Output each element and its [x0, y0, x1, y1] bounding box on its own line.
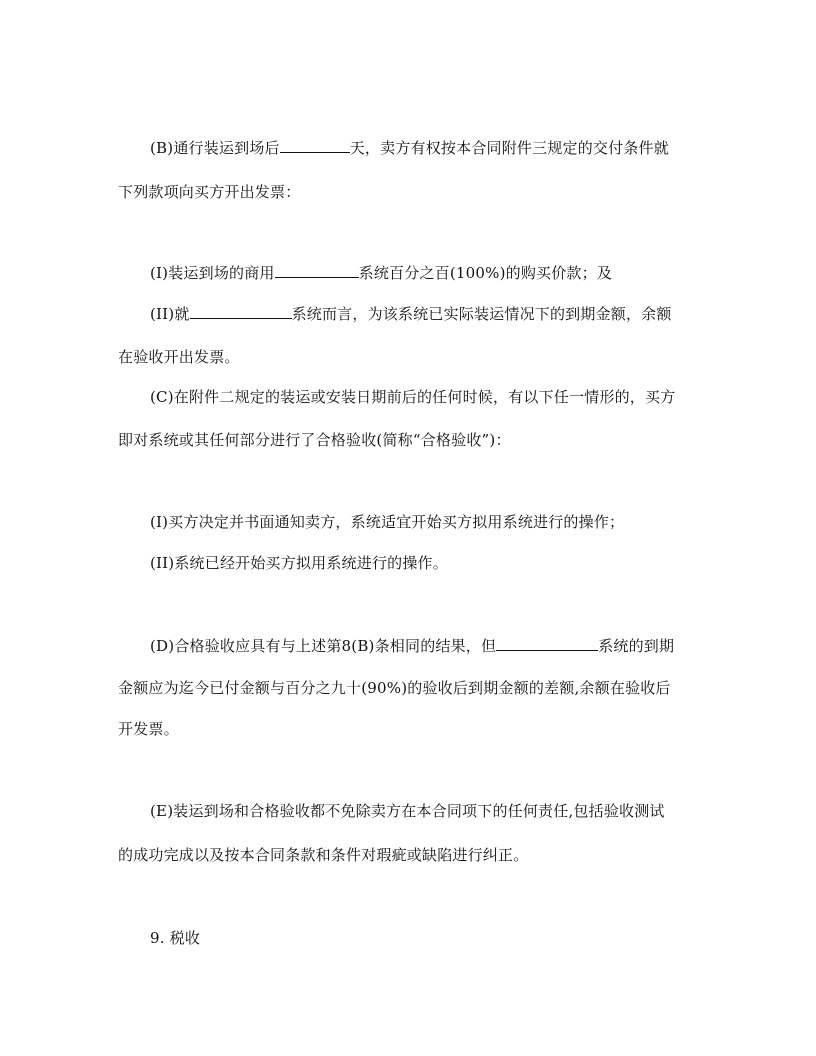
clause-c-i: (I)买方决定并书面通知卖方，系统适宜开始买方拟用系统进行的操作； — [150, 513, 625, 531]
clause-b-line2: 下列款项向买方开出发票： — [118, 183, 301, 201]
clause-c-line2: 即对系统或其任何部分进行了合格验收(简称“合格验收”)： — [118, 431, 511, 449]
blank-commercial-system — [275, 263, 359, 278]
clause-c-ii: (II)系统已经开始买方拟用系统进行的操作。 — [150, 554, 448, 572]
section-heading-taxes: 9. 税收 — [150, 929, 201, 947]
clause-b-i-text-end: 系统百分之百(100%)的购买价款；及 — [358, 264, 613, 282]
clause-e-line1: (E)装运到场和合格验收都不免除卖方在本合同项下的任何责任,包括验收测试 — [150, 802, 665, 820]
clause-c-line1: (C)在附件二规定的装运或安装日期前后的任何时候，有以下任一情形的，买方 — [150, 388, 676, 406]
clause-b-i — [150, 263, 612, 283]
blank-days — [280, 138, 350, 153]
clause-d-line2: 金额应为迄今已付金额与百分之九十(90%)的验收后到期金额的差额,余额在验收后 — [118, 679, 671, 697]
clause-d-line1 — [150, 636, 674, 656]
blank-system-ii — [190, 304, 292, 319]
clause-b-line1 — [150, 138, 669, 158]
clause-b-ii-line2: 在验收开出发票。 — [118, 348, 240, 366]
clause-b-i-text-start: (I)装运到场的商用 — [150, 264, 275, 282]
clause-b-ii-text-end: 系统而言，为该系统已实际装运情况下的到期金额，余额 — [291, 305, 672, 323]
clause-b-text-start: (B)通行装运到场后 — [150, 139, 280, 157]
clause-b-text-end: 天，卖方有权按本合同附件三规定的交付条件就 — [349, 139, 669, 157]
clause-d-text-start: (D)合格验收应具有与上述第8(B)条相同的结果，但 — [150, 637, 497, 655]
clause-d-line3: 开发票。 — [118, 720, 179, 738]
clause-b-ii-line1 — [150, 304, 672, 324]
clause-d-text-end: 系统的到期 — [598, 637, 675, 655]
clause-e-line2: 的成功完成以及按本合同条款和条件对瑕疵或缺陷进行纠正。 — [118, 846, 529, 864]
blank-system-d — [496, 636, 598, 651]
clause-b-ii-text-start: (II)就 — [150, 305, 190, 323]
